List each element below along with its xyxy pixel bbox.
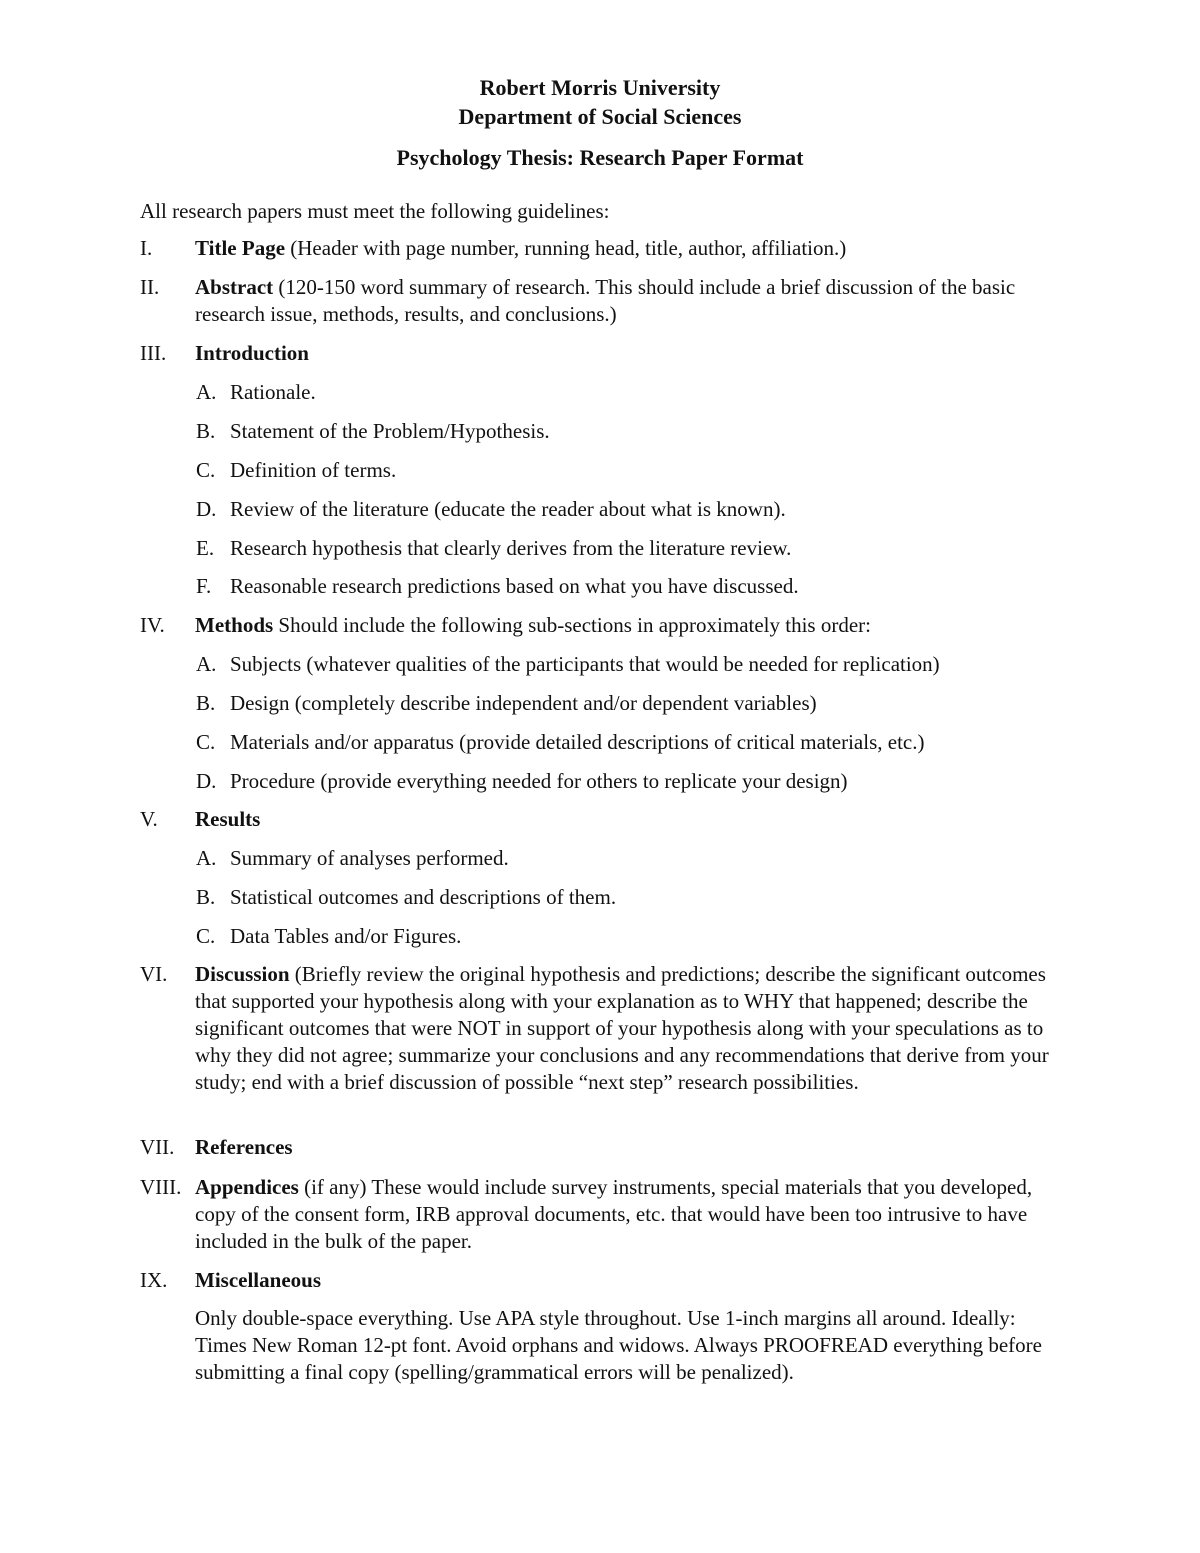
subsection-item — [196, 884, 1076, 911]
subsection-letter: B. — [196, 419, 216, 443]
subsection-text: Statistical outcomes and descriptions of them. — [230, 885, 617, 909]
section-heading: Discussion — [195, 962, 290, 986]
section-heading: References — [195, 1135, 293, 1159]
subsection-text: Procedure (provide everything needed for others to replicate your design) — [230, 769, 848, 793]
subsection-text: Summary of analyses performed. — [230, 846, 509, 870]
section-body — [195, 235, 1070, 262]
section-body — [195, 274, 1070, 328]
section-body — [195, 1174, 1070, 1255]
subsection-text: Review of the literature (educate the reader about what is known). — [230, 497, 786, 521]
section-heading: Introduction — [195, 341, 309, 365]
section-body — [195, 612, 1070, 639]
subsection-text: Definition of terms. — [230, 458, 397, 482]
section-body — [195, 806, 1070, 833]
subsection-item — [196, 845, 1076, 872]
section-numeral: IV. — [140, 613, 165, 637]
subsection-item — [196, 418, 1076, 445]
subsection-letter: E. — [196, 536, 215, 560]
document-title: Psychology Thesis: Research Paper Format — [396, 145, 804, 170]
subsection-text: Subjects (whatever qualities of the participants that would be needed for replication) — [230, 652, 940, 676]
subsection-letter: F. — [196, 574, 212, 598]
subsection-text: Statement of the Problem/Hypothesis. — [230, 419, 550, 443]
subsection-letter: A. — [196, 652, 217, 676]
subsection-item — [196, 573, 1076, 600]
section-numeral: IX. — [140, 1268, 168, 1292]
section-numeral: VI. — [140, 962, 168, 986]
subsection-letter: D. — [196, 769, 217, 793]
subsection-letter: D. — [196, 497, 217, 521]
subsection-item — [196, 379, 1076, 406]
subsection-item — [196, 496, 1076, 523]
section-numeral: VIII. — [140, 1175, 182, 1199]
section-heading: Abstract — [195, 275, 274, 299]
subsection-text: Materials and/or apparatus (provide detailed descriptions of critical materials, etc.) — [230, 730, 925, 754]
misc-paragraph: Only double-space everything. Use APA style throughout. Use 1-inch margins all around. Ideally: Times New Roman 12-pt font. Avoid orphans and widows. Always PROOFREAD everything before submitting a final copy (spelling/grammatical errors will be penalized). — [195, 1306, 1042, 1384]
section-numeral: III. — [140, 341, 167, 365]
subsection-item — [196, 768, 1076, 795]
section-text: (Header with page number, running head, title, author, affiliation.) — [285, 236, 847, 260]
section-text: (120-150 word summary of research. This should include a brief discussion of the basic research issue, methods, results, and conclusions.) — [195, 275, 1016, 326]
subsection-item — [196, 457, 1076, 484]
section-numeral: I. — [140, 236, 153, 260]
section-text: (if any) These would include survey instruments, special materials that you developed, copy of the consent form, IRB approval documents, etc. that would have been too intrusive to have included in the bulk of the paper. — [195, 1175, 1033, 1253]
subsection-text: Reasonable research predictions based on what you have discussed. — [230, 574, 799, 598]
subsection-letter: A. — [196, 380, 217, 404]
section-body — [195, 1134, 1070, 1161]
subsection-letter: C. — [196, 924, 216, 948]
subsection-text: Data Tables and/or Figures. — [230, 924, 462, 948]
section-heading: Results — [195, 807, 261, 831]
university-name: Robert Morris University — [479, 75, 721, 100]
subsection-letter: A. — [196, 846, 217, 870]
section-text: (Briefly review the original hypothesis and predictions; describe the significant outcomes that supported your hypothesis along with your explanation as to WHY that happened; describe the significant outcomes that were NOT in support of your hypothesis along with your speculations as to why they did not agree; summarize your conclusions and any recommendations that derive from your study; end with a brief discussion of possible “next step” research possibilities. — [195, 962, 1049, 1094]
section-text: Should include the following sub-sections in approximately this order: — [273, 613, 871, 637]
section-body — [195, 961, 1070, 1096]
section-heading: Appendices — [195, 1175, 299, 1199]
subsection-item — [196, 651, 1076, 678]
subsection-text: Research hypothesis that clearly derives from the literature review. — [230, 536, 792, 560]
section-numeral: II. — [140, 275, 160, 299]
subsection-item — [196, 535, 1076, 562]
intro-text: All research papers must meet the following guidelines: — [140, 199, 610, 223]
section-body — [195, 340, 1070, 367]
section-body — [195, 1267, 1070, 1294]
subsection-item — [196, 729, 1076, 756]
section-numeral: VII. — [140, 1135, 175, 1159]
section-heading: Miscellaneous — [195, 1268, 321, 1292]
department-name: Department of Social Sciences — [458, 104, 742, 129]
subsection-letter: C. — [196, 730, 216, 754]
subsection-text: Rationale. — [230, 380, 316, 404]
subsection-letter: B. — [196, 691, 216, 715]
subsection-letter: B. — [196, 885, 216, 909]
section-heading: Title Page — [195, 236, 286, 260]
subsection-text: Design (completely describe independent and/or dependent variables) — [230, 691, 817, 715]
section-numeral: V. — [140, 807, 158, 831]
subsection-item — [196, 690, 1076, 717]
section-heading: Methods — [195, 613, 274, 637]
subsection-item — [196, 923, 1076, 950]
subsection-letter: C. — [196, 458, 216, 482]
